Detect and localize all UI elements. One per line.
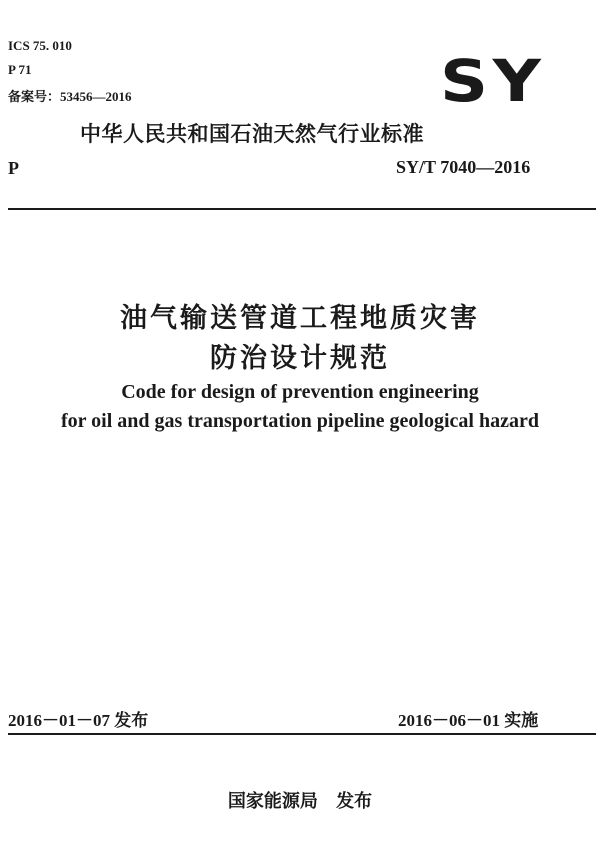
category-code: P 71	[8, 62, 32, 77]
title-chinese-line2: 防治设计规范	[210, 343, 390, 374]
industry-standard-title: 中华人民共和国石油天然气行业标准	[80, 122, 424, 146]
category-letter: P	[8, 158, 19, 178]
sy-logo: SY	[440, 47, 546, 115]
footer-divider	[8, 733, 596, 735]
title-chinese-line1: 油气输送管道工程地质灾害	[120, 303, 480, 334]
title-english-line2: for oil and gas transportation pipeline geological hazard	[61, 410, 539, 432]
ics-code: ICS 75. 010	[8, 38, 72, 53]
standard-number: SY/T 7040—2016	[396, 157, 531, 177]
title-english-line1: Code for design of prevention engineering	[121, 381, 479, 403]
header-divider	[8, 208, 596, 210]
implementation-date: 2016－06－01 实施	[398, 711, 539, 730]
issue-date: 2016－01－07 发布	[8, 711, 149, 730]
record-number: 备案号：53456—2016	[8, 89, 132, 104]
issuer: 国家能源局 发布	[227, 791, 373, 812]
